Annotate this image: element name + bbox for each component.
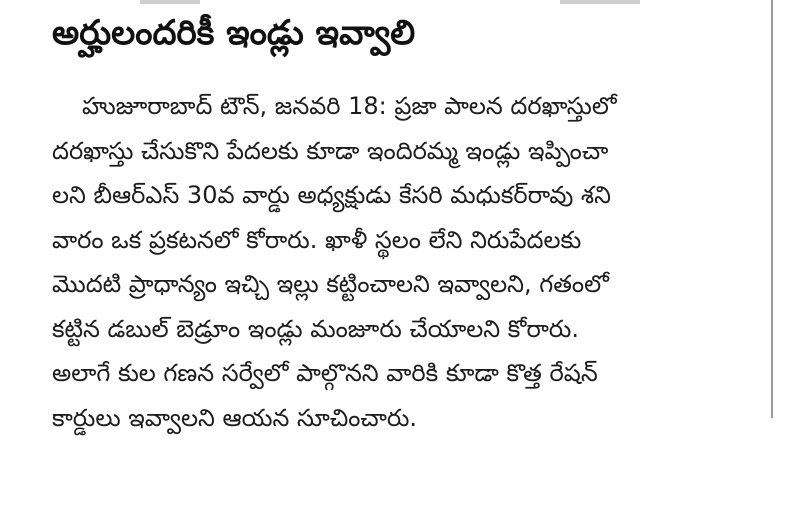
article-headline: అర్హులందరికీ ఇండ్లు ఇవ్వాలి [52, 13, 416, 53]
article-line: దరఖాస్తు చేసుకొని పేదలకు కూడా ఇందిరమ్మ ఇండ్లు ఇప్పించా [52, 136, 609, 165]
article-line: మొదటి ప్రాధాన్యం ఇచ్చి ఇల్లు కట్టించాలని ఇవ్వాలని, గతంలో [52, 270, 609, 298]
top-text-fragment-left [140, 0, 200, 4]
top-text-fragment-right [560, 0, 640, 4]
article-line: లని బీఆర్ఎస్ 30వ వార్డు అధ్యక్షుడు కేసరి మధుకర్‌రావు శని [52, 181, 611, 209]
article-body [52, 84, 752, 440]
article-line: కార్డులు ఇవ్వాలని ఆయన సూచించారు. [52, 403, 418, 432]
article-line: కట్టిన డబుల్ బెడ్రూం ఇండ్లు మంజూరు చేయాలని కోరారు. [52, 314, 579, 343]
column-divider [771, 0, 773, 418]
article-line: హుజూరాబాద్ టౌన్, జనవరి 18: ప్రజా పాలన దరఖాస్తులో [82, 92, 617, 120]
article-line: అలాగే కుల గణన సర్వేలో పాల్గొనని వారికి కూడా కొత్త రేషన్ [52, 359, 598, 387]
article-line: వారం ఒక ప్రకటనలో కోరారు. ఖాళీ స్థలం లేని నిరుపేదలకు [52, 225, 582, 254]
